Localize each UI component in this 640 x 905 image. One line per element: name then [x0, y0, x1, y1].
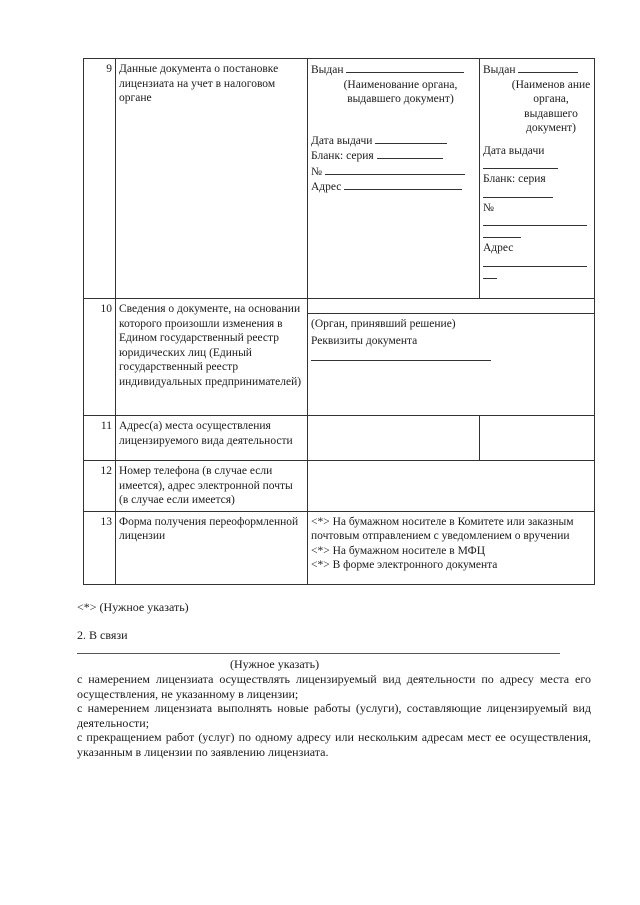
section-heading: 2. В связи — [77, 628, 128, 642]
license-form-table — [83, 58, 595, 585]
issued-label: Выдан — [311, 62, 476, 78]
table-row — [84, 511, 595, 584]
row-number: 10 — [84, 299, 116, 416]
blank-line — [483, 189, 553, 198]
fill-in-line — [77, 653, 560, 654]
reason-paragraph: с намерением лицензиата осуществлять лицензируемый вид деятельности по адресу места его осуществления, не указанному в лицензии; — [77, 672, 591, 701]
issue-date-label: Дата выдачи — [311, 133, 476, 149]
footnote: <*> (Нужное указать) — [77, 600, 189, 614]
table-row — [84, 461, 595, 512]
blank-line — [483, 160, 558, 169]
table-row — [84, 59, 595, 299]
issuer-cell-left — [308, 59, 480, 299]
issue-date-label: Дата выдачи — [483, 144, 545, 157]
issuer-hint: (Наименов ание органа, выдавшего документ) — [511, 78, 591, 134]
delivery-option: <*> В форме электронного документа — [311, 559, 498, 571]
document-number-label: № — [483, 201, 494, 214]
address-label: Адрес — [311, 179, 476, 195]
delivery-option: <*> На бумажном носителе в МФЦ — [311, 544, 486, 557]
decision-cell — [308, 299, 595, 416]
empty-cell — [308, 461, 595, 512]
section-hint: (Нужное указать) — [230, 657, 320, 671]
issuer-hint: (Наименование органа, выдавшего документ) — [343, 78, 458, 105]
blank-line — [311, 352, 491, 361]
delivery-option: <*> На бумажном носителе в Комитете или заказным почтовым отправлением с уведомлением о вручении — [311, 515, 574, 542]
issued-label: Выдан — [483, 62, 591, 78]
blank-line — [483, 258, 587, 267]
blank-line — [483, 270, 497, 279]
row-label: Номер телефона (в случае если имеется), адрес электронной почты (в случае если имеется) — [116, 461, 308, 512]
reason-paragraph: с прекращением работ (услуг) по одному адресу или нескольким адресам мест ее осуществления, указанным в лицензии по заявлению лицензиата. — [77, 730, 591, 759]
row-label: Форма получения переоформленной лицензии — [116, 511, 308, 584]
table-row — [84, 416, 595, 461]
document-requisites-label: Реквизиты документа — [311, 334, 418, 347]
issuer-cell-right — [480, 59, 595, 299]
blank-series-label: Бланк: серия — [483, 173, 546, 185]
empty-cell — [308, 416, 480, 461]
address-label: Адрес — [483, 242, 514, 254]
empty-cell — [480, 416, 595, 461]
row-label: Адрес(а) места осуществления лицензируемого вида деятельности — [116, 416, 308, 461]
reason-paragraph: с намерением лицензиата выполнять новые работы (услуги), составляющие лицензируемый вид деятельности; — [77, 701, 591, 730]
blank-line — [483, 229, 521, 238]
row-label: Сведения о документе, на основании которого произошли изменения в Едином государственный реестр юридических лиц (Единый государственный реестр индивидуальных предпринимателей) — [116, 299, 308, 416]
row-label: Данные документа о постановке лицензиата на учет в налоговом органе — [116, 59, 308, 299]
row-number: 13 — [84, 511, 116, 584]
decision-organ-label: (Орган, принявший решение) — [311, 318, 456, 330]
blank-line — [483, 217, 587, 226]
table-row — [84, 299, 595, 416]
row-number: 9 — [84, 59, 116, 299]
document-number-label: № — [311, 164, 476, 180]
row-number: 12 — [84, 461, 116, 512]
blank-line — [308, 299, 594, 314]
delivery-options-cell — [308, 511, 595, 584]
row-number: 11 — [84, 416, 116, 461]
blank-series-label: Бланк: серия — [311, 148, 476, 164]
